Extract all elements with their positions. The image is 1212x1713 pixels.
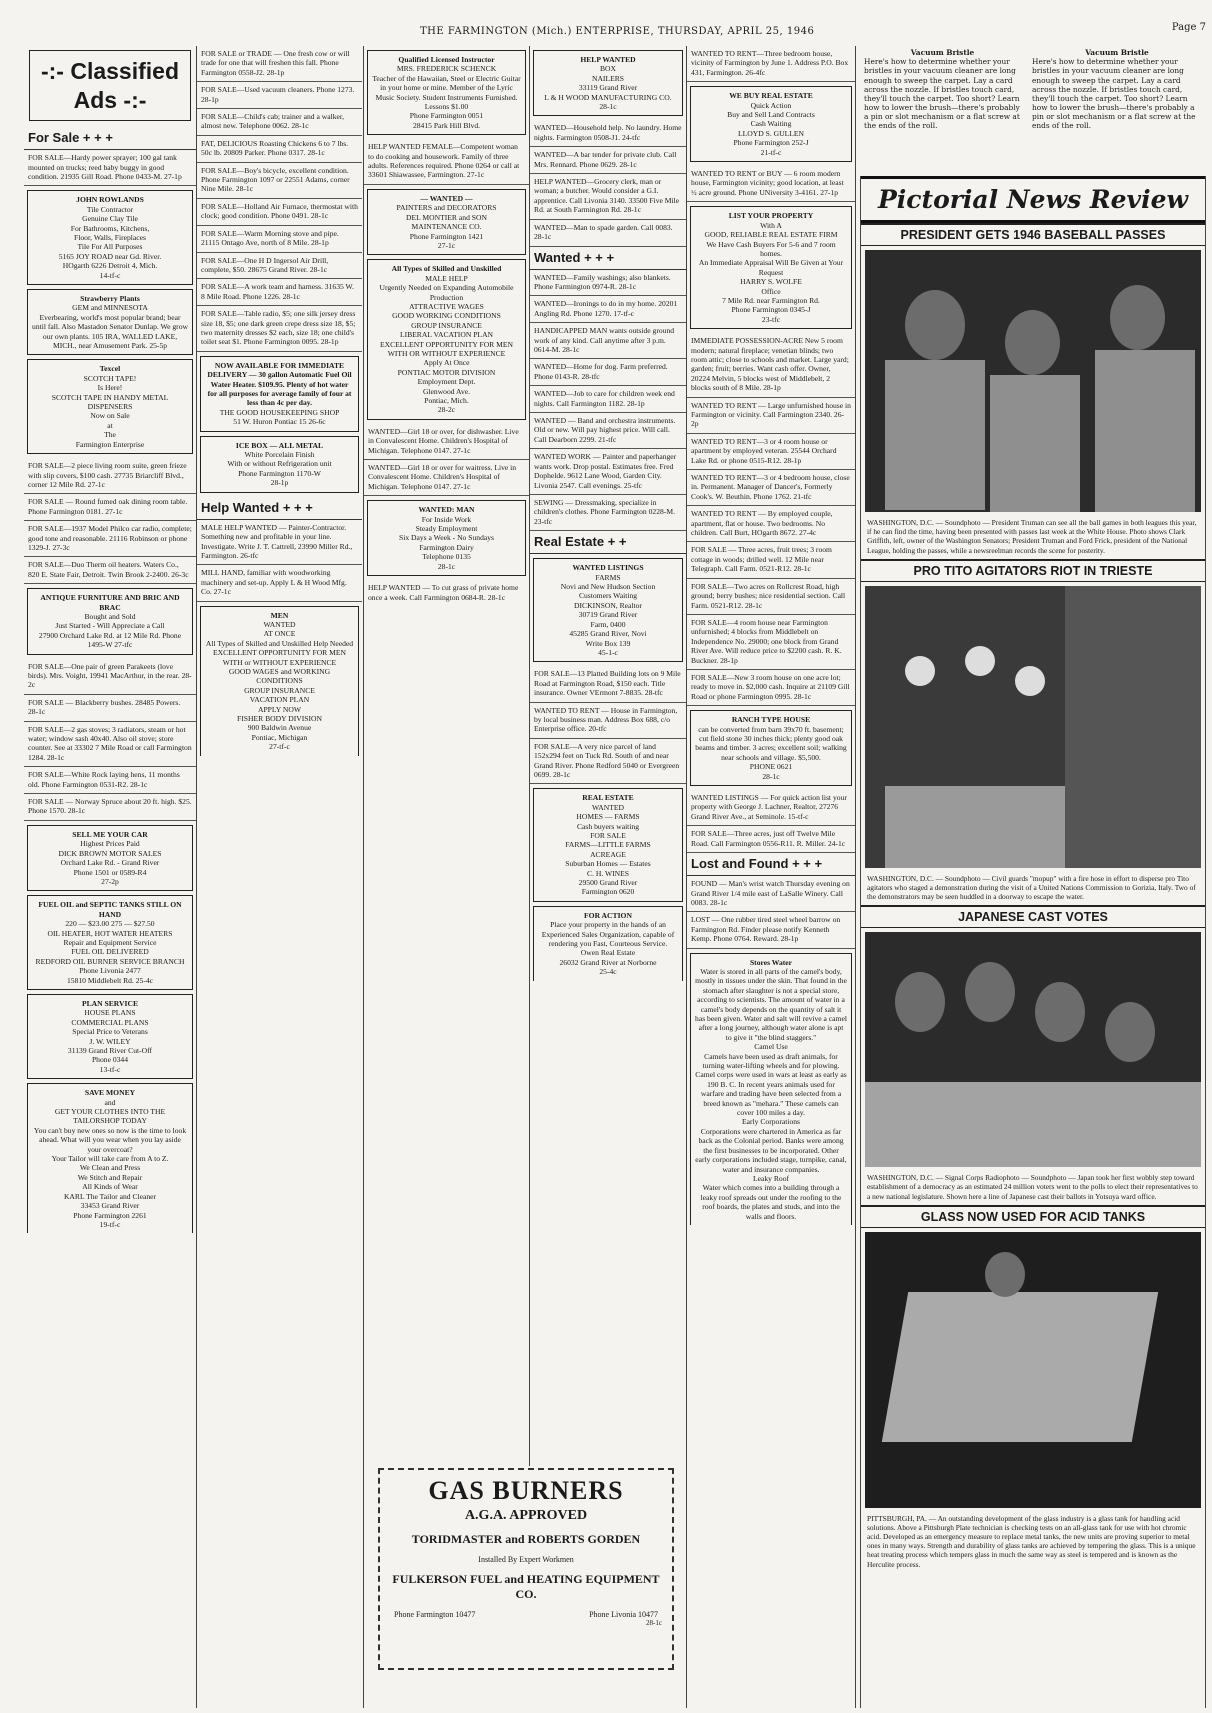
ad-line: PLAN SERVICE bbox=[81, 998, 139, 1008]
ad-line: VACATION PLAN bbox=[249, 695, 310, 705]
display-ad bbox=[367, 259, 526, 420]
display-ad bbox=[533, 558, 683, 662]
ad-line: Everbearing, world's most popular brand; bear until fall. Also Mastadon Senator Dunlap. We grow our own plants. 105 IRA, WALLED LAKE, MICH., near Amusement Park. 25-5p bbox=[32, 312, 188, 351]
display-ad bbox=[200, 436, 359, 493]
ad-line: 30719 Grand River bbox=[578, 610, 638, 620]
ad-line: Farmington Enterprise bbox=[75, 439, 145, 449]
ad-line: ICE BOX — ALL METAL bbox=[235, 440, 324, 450]
ad-line: Farmington Dairy bbox=[419, 542, 474, 552]
ad-line: REDFORD OIL BURNER SERVICE BRANCH bbox=[35, 956, 185, 966]
ad-line: RANCH TYPE HOUSE bbox=[731, 715, 811, 725]
display-ad bbox=[27, 825, 193, 891]
ad-line: HELP WANTED bbox=[580, 55, 636, 64]
classified-ad: FOR SALE — Blackberry bushes. 28485 Powers. 28-1c bbox=[24, 695, 196, 722]
ad-line: and bbox=[104, 1097, 116, 1107]
ad-line: Phone Farmington 1421 bbox=[409, 231, 484, 241]
ad-line: Water which comes into a building through a leaky roof spreads out under the roofing to the roof boards, the plates and studs, and into the walls and floors. bbox=[700, 1183, 842, 1221]
ad-line: Farm, 0400 bbox=[590, 619, 626, 629]
classified-ad: FOR SALE—Hardy power sprayer; 100 gal tank mounted on trucks; reed baby buggy in good condition. 21935 Gill Road. Phone 0433-M. 27-1p bbox=[24, 150, 196, 186]
ad-line: Phone Farmington 0051 bbox=[409, 111, 484, 121]
ad-line: Your Tailor will take care from A to Z. bbox=[51, 1154, 169, 1164]
classified-ad: WANTED TO RENT — By employed couple, apartment, flat or house. Two bedrooms. No children. Call Burt, HOgarth 8672. 27-4c bbox=[687, 506, 855, 542]
gas-phone-2: Phone Livonia 10477 bbox=[589, 1610, 658, 1619]
ad-line: Office bbox=[761, 286, 781, 296]
ad-line: WANTED LISTINGS bbox=[572, 563, 644, 573]
ad-line: We Have Cash Buyers For 5-6 and 7 room homes. bbox=[706, 239, 836, 258]
classified-ad: FOR SALE—New 3 room house on one acre lot; ready to move in. $2,000 cash. Inquire at 21109 Gill Road or phone Farmington 0995. 28-1c bbox=[687, 670, 855, 706]
ad-line: Tile Contractor bbox=[86, 204, 134, 214]
ad-line: Repair and Equipment Service bbox=[63, 937, 157, 947]
gas-phone-1: Phone Farmington 10477 bbox=[394, 1610, 476, 1619]
ad-line: EXCELLENT OPPORTUNITY FOR MEN WITH or WITHOUT EXPERIENCE bbox=[212, 648, 347, 667]
display-ad bbox=[533, 788, 683, 901]
classified-ad: FOR SALE—White Rock laying hens, 11 months old. Phone Farmington 0531-R2. 28-1c bbox=[24, 767, 196, 794]
ad-line: DICKINSON, Realtor bbox=[574, 600, 642, 610]
ad-line: REAL ESTATE bbox=[582, 793, 634, 803]
display-ad bbox=[27, 289, 193, 355]
ad-line: DEL MONTIER and SON bbox=[406, 212, 487, 222]
classified-ad: WANTED TO RENT—Three bedroom house, vicinity of Farmington by June 1. Address P.O. Box 431, Farmington. 26-4fc bbox=[687, 46, 855, 82]
classified-ad: FOR SALE—A work team and harness. 31635 W. 8 Mile Road. Phone 1226. 28-1c bbox=[197, 279, 362, 306]
ad-line: 14-tf-c bbox=[99, 270, 121, 280]
ad-line: 28-1c bbox=[762, 771, 780, 781]
classified-ad: WANTED LISTINGS — For quick action list your property with George J. Lachner, Realtor, 27276 Grand River Ave., at Seminole. 15-tf-c bbox=[687, 790, 855, 826]
ad-line: ATTRACTIVE WAGES bbox=[409, 301, 484, 311]
ad-line: WANTED bbox=[263, 619, 296, 629]
ad-line: GOOD WAGES and WORKING CONDITIONS bbox=[228, 667, 331, 686]
column-5 bbox=[687, 46, 855, 1708]
pnr-headline-3: JAPANESE CAST VOTES bbox=[861, 905, 1205, 928]
ad-line: Buy and Sell Land Contracts bbox=[727, 110, 815, 120]
column-4 bbox=[530, 46, 686, 1466]
ad-line: For Bathrooms, Kitchens, bbox=[70, 223, 150, 233]
ad-line: 29500 Grand River bbox=[578, 878, 638, 888]
classified-ad: WANTED—Home for dog. Farm preferred. Phone 0143-R. 28-tfc bbox=[530, 359, 686, 386]
vacuum-bristle-item-1 bbox=[860, 46, 1025, 133]
vacuum-title: Vacuum Bristle bbox=[910, 48, 975, 57]
ad-line: MEN bbox=[270, 610, 289, 620]
classified-ad: FOR SALE or TRADE — One fresh cow or will trade for one that will freshen this fall. Phone Farmington 0558-J2. 28-1p bbox=[197, 46, 362, 82]
ad-line: Camel Use bbox=[754, 1042, 788, 1052]
ad-line: Quick Action bbox=[750, 100, 792, 110]
display-ad bbox=[690, 710, 852, 786]
ad-line: Stores Water bbox=[749, 957, 793, 967]
ad-line: 19-tf-c bbox=[99, 1219, 121, 1229]
ad-line: MRS. FREDERICK SCHENCK bbox=[396, 64, 497, 74]
display-ad bbox=[27, 190, 193, 285]
classified-ad: FAT, DELICIOUS Roasting Chickens 6 to 7 lbs. 50c lb. 20809 Parker. Phone 0317. 28-1c bbox=[197, 136, 362, 163]
section-heading: Real Estate + + bbox=[530, 531, 686, 554]
classified-ad: FOR SALE — Norway Spruce about 20 ft. high. $25. Phone 1570. 28-1c bbox=[24, 794, 196, 821]
classified-ad: LOST — One rubber tired steel wheel barrow on Farmington Rd. Finder please notify Kenneth Kemp. Phone 0764. Reward. 28-1p bbox=[687, 912, 855, 948]
ad-line: Suburban Homes — Estates bbox=[565, 859, 651, 869]
column-3 bbox=[364, 46, 529, 1466]
ad-line: Qualified Licensed Instructor bbox=[398, 55, 495, 64]
classified-ad: WANTED — Band and orchestra instruments. Old or new. Will pay highest price. Will call. Call Dearborn 2299. 21-tfc bbox=[530, 413, 686, 449]
classified-ad: FOR SALE—2 gas stoves; 3 radiators, steam or hot water; window sash 40x40. Also oil stove; store counter. See at 33302 7 Mile Road or call Farmington 1284. 28-1c bbox=[24, 722, 196, 768]
photo-japanese-voters bbox=[865, 932, 1201, 1167]
ad-line: 45285 Grand River, Novi bbox=[569, 629, 647, 639]
classified-ad: FOR SALE—4 room house near Farmington unfurnished; 4 blocks from Middlebelt on Independence No. 29000; one block from Grand River Ave. Will reduce price to $2200 cash. R. K. Buckner. 28-1p bbox=[687, 615, 855, 670]
ad-line: 45-1-c bbox=[598, 647, 618, 657]
ad-line: An Immediate Appraisal Will Be Given at Your Request bbox=[698, 258, 844, 277]
ad-line: BOX bbox=[599, 64, 617, 74]
classified-ad: FOR SALE—Three acres, just off Twelve Mile Road. Call Farmington 0556-R11. R. Miller. 24-1c bbox=[687, 826, 855, 853]
ad-line: 33119 Grand River bbox=[578, 83, 638, 93]
column-divider bbox=[855, 46, 856, 1708]
ad-line: HOUSE PLANS bbox=[84, 1008, 136, 1018]
ad-line: Pontiac, Mich. bbox=[424, 396, 469, 405]
classified-ad: HELP WANTED FEMALE—Competent woman to do cooking and housework. Family of three adults. References required. Phone 0264 or call at 33601 Shiawassee, Farmington. 27-1c bbox=[364, 139, 529, 185]
ad-line: MALE HELP bbox=[425, 273, 468, 283]
classified-ad: FOR SALE—Warm Morning stove and pipe. 21115 Ontago Ave, north of 8 Mile. 28-1p bbox=[197, 226, 362, 253]
classified-ad: HELP WANTED — To cut grass of private home once a week. Call Farmington 0684-R. 28-1c bbox=[368, 583, 519, 602]
ad-line: GET YOUR CLOTHES INTO THE TAILORSHOP TODAY bbox=[54, 1107, 166, 1126]
ad-line: All Kinds of Wear bbox=[82, 1182, 138, 1192]
classified-ad: FOR SALE—One pair of green Parakeets (love birds). Mrs. Voight, 19941 MacArthur, in the rear. 28-2c bbox=[24, 659, 196, 695]
ad-line: 23-tfc bbox=[761, 314, 781, 324]
pnr-caption-3: WASHINGTON, D.C. — Signal Corps Radiophoto — Soundphoto — Japan took her first wobbly step toward establishment of a democracy as an estimated 24 million voters went to the polls to elect their representatives to a new national legislature. Shown here a line of Japanese cast their ballots in Yotsuya ward office. bbox=[867, 1173, 1198, 1201]
display-ad bbox=[690, 86, 852, 162]
vacuum-text: Here's how to determine whether your bristles in your vacuum cleaner are long enough to sweep the carpet. Lay a card across the nozzle. If bristles touch card, they'll touch the carpet. Too short? Learn how to lower the brush—there's probably a pin or slot mechanism or a flat screw at the ends of the roll. bbox=[1032, 57, 1196, 131]
ad-line: Owen Real Estate bbox=[580, 948, 636, 958]
display-ad bbox=[27, 1083, 193, 1233]
ad-line: LLOYD S. GULLEN bbox=[737, 128, 804, 138]
classified-ad: WANTED—Girl 18 or over for waitress. Live in Convalescent Home. Children's Hospital of Michigan. Telephone 0147. 27-1c bbox=[364, 460, 529, 496]
ad-line: Write Box 139 bbox=[585, 638, 631, 648]
ad-line: HOMES — FARMS bbox=[576, 812, 640, 822]
display-ad bbox=[690, 953, 852, 1225]
ad-line: 15810 Middlebelt Rd. 25-4c bbox=[66, 975, 154, 985]
ad-line: PHONE 0621 bbox=[749, 762, 793, 772]
ad-line: GOOD, RELIABLE REAL ESTATE FIRM bbox=[704, 230, 838, 240]
ad-line: WANTED bbox=[591, 802, 625, 812]
ad-line: Just Started - Will Appreciate a Call bbox=[55, 621, 165, 631]
ad-line: 28415 Park Hill Blvd. bbox=[412, 120, 481, 130]
ad-line: MAINTENANCE CO. bbox=[411, 222, 482, 232]
ad-line: Phone Farmington 252-J bbox=[733, 138, 809, 148]
ad-line: The bbox=[104, 430, 116, 440]
ad-line: Phone 1501 or 0589-R4 bbox=[73, 867, 147, 877]
ad-line: Is Here! bbox=[97, 383, 123, 393]
display-ad bbox=[367, 500, 526, 576]
ad-line: 21-tf-c bbox=[760, 147, 782, 157]
ad-line: JOHN ROWLANDS bbox=[76, 195, 144, 205]
ad-line: Customers Waiting bbox=[578, 591, 638, 601]
ad-line: J. W. WILEY bbox=[89, 1036, 131, 1046]
section-heading: Lost and Found + + + bbox=[687, 853, 855, 876]
ad-line: HARRY S. WOLFE bbox=[740, 277, 802, 287]
ad-line: WANTED: MAN bbox=[418, 505, 475, 515]
classified-ad: WANTED—Man to spade garden. Call 0083. 28-1c bbox=[530, 220, 686, 247]
ad-line: Farmington 0620 bbox=[581, 887, 635, 897]
section-heading: Help Wanted + + + bbox=[197, 497, 362, 520]
classified-ad: MILL HAND, familiar with woodworking machinery and set-up. Apply L & H Wood Mfg. Co. 27-1c bbox=[197, 565, 362, 601]
ad-line: All Types of Skilled and Unskilled bbox=[391, 264, 502, 274]
ad-line: LIST YOUR PROPERTY bbox=[728, 211, 814, 221]
ad-line: 27-1c bbox=[437, 240, 456, 250]
ad-line: White Porcelain Finish bbox=[244, 450, 315, 459]
classified-ad: MALE HELP WANTED — Painter-Contractor. Something new and profitable in your line. Investigate. Write J. T. Cattrell, 23990 Miller Rd., Farmington. 26-tfc bbox=[197, 520, 362, 566]
ad-line: EXCELLENT OPPORTUNITY FOR MEN WITH OR WITHOUT EXPERIENCE bbox=[379, 339, 514, 358]
vacuum-title: Vacuum Bristle bbox=[1085, 48, 1149, 57]
ad-line: FUEL OIL and SEPTIC TANKS STILL ON HAND bbox=[38, 900, 182, 919]
classified-ad: FOR SALE — Round fumed oak dining room table. Phone Farmington 0181. 27-1c bbox=[24, 494, 196, 521]
classified-ad: WANTED—Ironings to do in my home. 20201 Angling Rd. Phone 1270. 17-tf-c bbox=[530, 296, 686, 323]
ad-line: Telephone 0135 bbox=[422, 552, 471, 562]
display-ad bbox=[200, 606, 359, 756]
ad-line: LIBERAL VACATION PLAN bbox=[399, 330, 494, 340]
ad-line: WE BUY REAL ESTATE bbox=[729, 91, 813, 101]
ad-line: Orchard Lake Rd. - Grand River bbox=[60, 858, 160, 868]
ad-line: For Inside Work bbox=[421, 514, 472, 524]
classified-ad: FOR SALE—Table radio, $5; one silk jersey dress size 18, $5; one dark green crepe dress size 18, $5; two maternity dresses $2 each, size 18; one child's toilet seat $1. Phone Farmington 0095. 28-1p bbox=[197, 306, 362, 352]
display-ad bbox=[27, 994, 193, 1079]
ad-line: 33453 Grand River bbox=[80, 1201, 140, 1211]
ad-line: Floor, Walls, Fireplaces bbox=[74, 232, 146, 242]
classified-ad: FOUND — Man's wrist watch Thursday evening on Grand River 1/4 mile east of LaSalle Winery. Call 0083. 28-1c bbox=[687, 876, 855, 912]
ad-line: With A bbox=[760, 220, 782, 230]
ad-line: L & H WOOD MANUFACTURING CO. bbox=[544, 92, 672, 102]
ad-line: COMMERCIAL PLANS bbox=[71, 1017, 149, 1027]
pnr-caption-4: PITTSBURGH, PA. — An outstanding development of the glass industry is a glass tank for handling acid solutions. Above a Pittsburgh Plate technician is checking tests on an all-glass tank for use with hot chromic acid. Developed as an emergency measure to replace metal tanks, the new units are proving superior to metal ones in many ways. Strength and durability of glass tanks are achieved by tempering the glass. This is a unique heat treating process which tempers glass in much the same way as steel is tempered and is known as the Herculite process. bbox=[867, 1513, 1196, 1569]
gas-code: 28-1c bbox=[646, 1619, 662, 1627]
vacuum-bristle-item-2 bbox=[1028, 46, 1206, 133]
ad-line: KARL The Tailor and Cleaner bbox=[63, 1191, 157, 1201]
ad-line: 25-4c bbox=[599, 967, 617, 977]
ad-line: Phone Farmington 2261 bbox=[73, 1210, 147, 1220]
ad-line: Employment Dept. bbox=[417, 377, 476, 387]
ad-line: Camels have been used as draft animals, for turning water-lifting wheels and for plowing. Camel corps were used in wars at least as early as 190 B. C. In recent years animals used for warfare and trading have been selected from a breed known as "mehara." These camels can cover 100 miles a day. bbox=[695, 1051, 847, 1118]
classified-ad: FOR SALE—A very nice parcel of land 152x294 feet on Tuck Rd. South of and near Grand River. Phone Redford 5040 or Evergreen 0699. 28-1c bbox=[530, 739, 686, 785]
ad-line: Corporations were chartered in America as far back as the Colonial period. Banks were among the first businesses to be incorporated. Other early corporations included stage, turnpike, canal, water and insurance companies. bbox=[695, 1126, 847, 1174]
classified-ad: FOR SALE—2 piece living room suite, green frieze with slip covers, $100 cash. 27735 Briarcliff Blvd., corner 12 Mile Rd. 27-1c bbox=[24, 458, 196, 494]
ad-line: 28-1p bbox=[270, 478, 289, 488]
classified-ad: FOR SALE — Three acres, fruit trees; 3 room cottage in woods; drilled well. 12 Mile near Telegraph. Call Farm. 0521-R12. 28-1c bbox=[687, 542, 855, 578]
classified-ad: WANTED—Job to care for children week end nights. Call Farmington 1182. 28-1p bbox=[530, 386, 686, 413]
ad-line: Cash Waiting bbox=[750, 119, 792, 129]
ad-line: Special Price to Veterans bbox=[72, 1027, 148, 1037]
ad-line: Leaky Roof bbox=[752, 1173, 790, 1183]
pnr-caption-2: WASHINGTON, D.C. — Soundphoto — Civil guards "mopup" with a fire hose in effort to disperse pro Tito agitators who staged a demonstration during the visit of a United Nations Commission to Gorizia, Italy. Two of the demonstrators may be seen huddled in a doorway to escape the water. bbox=[867, 873, 1196, 902]
column-1 bbox=[24, 46, 196, 1708]
page-header bbox=[0, 8, 1212, 38]
classified-ad: SEWING — Dressmaking, specialize in children's clothes. Phone Farmington 0228-M. 23-tfc bbox=[530, 495, 686, 531]
ad-line: 28-2c bbox=[437, 405, 456, 415]
section-heading: Wanted + + + bbox=[530, 247, 686, 270]
ad-line: ANTIQUE FURNITURE AND BRIC AND BRAC bbox=[40, 593, 180, 612]
ad-line: GROUP INSURANCE bbox=[411, 320, 482, 330]
display-ad bbox=[367, 50, 526, 135]
ad-line: 31139 Grand River Cut-Off bbox=[67, 1046, 153, 1056]
ad-line: You can't buy new ones so now is the time to look ahead. What will you wear when you lay aside your overcoat? bbox=[33, 1125, 187, 1154]
classified-ad: WANTED WORK — Painter and paperhanger wants work. Drop postal. Estimates free. Fred Dophelde. 9612 Lane Wood, Garden City. Livonia 2547. Call evenings. 25-tfc bbox=[530, 449, 686, 495]
classified-ad: FOR SALE—Holland Air Furnace, thermostat with clock; good condition. Phone 0491. 28-1c bbox=[197, 199, 362, 226]
gas-install: Installed By Expert Workmen bbox=[478, 1555, 574, 1564]
classified-ad: HANDICAPPED MAN wants outside ground work of any kind. Call anytime after 3 p.m. 0614-M. 28-1c bbox=[530, 323, 686, 359]
ad-line: Six Days a Week - No Sundays bbox=[398, 533, 494, 543]
pnr-caption-1: WASHINGTON, D.C. — Soundphoto — President Truman can see all the ball games in both leagues this year, if he can find the time, having been presented with passes last week at the White House. Photo shows Clark Griffith, left, owner of the Washington Senators; President Truman and Ford Frick, president of the National League, holding the passes, while a newsreelman records the scene for posterity. bbox=[867, 518, 1197, 555]
ad-line: 27-tf-c bbox=[269, 742, 290, 752]
classified-ad: IMMEDIATE POSSESSION-ACRE New 5 room modern; natural fireplace; venetian blinds; two room attic; close to schools and market. Large yard; garden; fruit; berries. Want cash offer. Owner, 20224 Melvin, 5 blocks west of Middlebelt, 2 blocks south of 8 Mile. 28-1p bbox=[687, 333, 855, 397]
ad-line: Cash buyers waiting bbox=[576, 821, 639, 831]
ad-line: HOgarth 6226 Detroit 4, Mich. bbox=[62, 261, 158, 271]
pnr-headline-1: PRESIDENT GETS 1946 BASEBALL PASSES bbox=[861, 223, 1205, 246]
ad-line: Highest Prices Paid bbox=[80, 839, 140, 849]
ad-line: FARMS—LITTLE FARMS bbox=[565, 840, 651, 850]
ad-line: can be converted from barn 39x70 ft. basement; cut field stone 30 inches thick; plenty good oak beams and timber. 3 acres; excellent soil; walking near schools and village. $5,500. bbox=[695, 724, 847, 762]
classified-ad: WANTED TO RENT or BUY — 6 room modern house, Farmington vicinity; good location, at least ½ acre ground. Phone UNiversity 3-4161. 27-1p bbox=[687, 166, 855, 202]
gas-brands: TORIDMASTER and ROBERTS GORDEN bbox=[411, 1532, 641, 1546]
classified-ad: FOR SALE—Two acres on Rollcrest Road, high ground; berry bushes; nice residential section. Call Farm. 0521-R12. 28-1c bbox=[687, 579, 855, 615]
classified-ad: WANTED TO RENT — House in Farmington, by local business man. Address Box 688, c/o Enterprise office. 20-tfc bbox=[530, 703, 686, 739]
pnr-headline-2: PRO TITO AGITATORS RIOT IN TRIESTE bbox=[861, 559, 1205, 582]
ad-line: We Stitch and Repair bbox=[77, 1172, 143, 1182]
ad-line: Genuine Clay Tile bbox=[82, 214, 138, 224]
ad-line: Bought and Sold bbox=[84, 611, 136, 621]
ad-line: NOW AVAILABLE FOR IMMEDIATE DELIVERY — 30 gallon Automatic Fuel Oil Water Heater. $109.95. Plenty of hot water for all purposes for average family of four at less than 4c per day. bbox=[207, 360, 352, 408]
ad-line: Early Corporations bbox=[742, 1117, 800, 1127]
pnr-title: Pictorial News Review bbox=[861, 176, 1205, 223]
ad-line: THE GOOD HOUSEKEEPING SHOP bbox=[219, 407, 340, 417]
pnr-headline-4: GLASS NOW USED FOR ACID TANKS bbox=[861, 1205, 1205, 1228]
ad-line: — WANTED — bbox=[420, 193, 473, 203]
masthead: THE FARMINGTON (Mich.) ENTERPRISE, THURSDAY, APRIL 25, 1946 bbox=[420, 26, 815, 37]
ad-line: Phone Livonia 2477 bbox=[79, 966, 141, 976]
classified-ad: FOR SALE—One H D Ingersol Air Drill, complete, $50. 28675 Grand River. 28-1c bbox=[197, 253, 362, 280]
classified-ad: HELP WANTED—Grocery clerk, man or woman; a butcher. Would consider a G.I. apprentice. Call Livonia 3140. 33500 Five Mile Rd. at South Farmington Rd. 28-1c bbox=[530, 174, 686, 220]
gas-approved: A.G.A. APPROVED bbox=[464, 1508, 588, 1523]
ad-line: 7 Mile Rd. near Farmington Rd. bbox=[722, 295, 820, 305]
display-ad bbox=[27, 588, 193, 654]
classified-ad: WANTED—A bar tender for private club. Call Mrs. Rennard. Phone 0629. 28-1c bbox=[530, 147, 686, 174]
gas-title: GAS BURNERS bbox=[428, 1476, 624, 1505]
classified-ad: WANTED—Girl 18 or over, for dishwasher. Live in Convalescent Home. Children's Hospital of Michigan. Telephone 0147. 27-1c bbox=[364, 424, 529, 460]
ad-line: Phone 0344 bbox=[91, 1055, 129, 1065]
ad-line: NAILERS bbox=[591, 73, 625, 83]
classified-ad: FOR SALE—1937 Model Philco car radio, complete; good tone and reasonable. 21116 Robinson or phone 1329-J. 27-3c bbox=[24, 521, 196, 557]
ad-line: FOR ACTION bbox=[584, 910, 632, 920]
classified-ad: FOR SALE—Child's cab; trainer and a walker, almost new. Telephone 0062. 28-1c bbox=[197, 109, 362, 136]
classified-ad: FOR SALE—Used vacuum cleaners. Phone 1273. 28-1p bbox=[197, 82, 362, 109]
ad-line: PONTIAC MOTOR DIVISION bbox=[397, 367, 496, 377]
ad-line: 51 W. Huron Pontiac 15 26-6c bbox=[233, 417, 326, 427]
classified-ad: FOR SALE—Duo Therm oil heaters. Waters Co., 820 E. State Fair, Detroit. Twin Brook 2-2400. 26-3c bbox=[24, 557, 196, 584]
photo-trieste-riot bbox=[865, 586, 1201, 868]
ad-line: FUEL OIL DELIVERED bbox=[71, 947, 149, 957]
classified-ad: FOR SALE—13 Platted Building lots on 9 Mile Road at Farmington Road, $150 each. Title insurance. Owner VErmont 7-8835. 28-tfc bbox=[530, 666, 686, 702]
section-heading: For Sale + + + bbox=[24, 127, 196, 150]
photo-truman-baseball bbox=[865, 250, 1201, 512]
ad-line: 27-2p bbox=[101, 876, 119, 886]
photo-glass-tank bbox=[865, 1232, 1201, 1508]
ad-line: PAINTERS and DECORATORS bbox=[396, 203, 497, 213]
ad-line: 26032 Grand River at Norborne bbox=[559, 957, 657, 967]
ad-line: ACREAGE bbox=[590, 849, 626, 859]
ad-line: OIL HEATER, HOT WATER HEATERS bbox=[47, 928, 173, 938]
display-ad bbox=[533, 906, 683, 981]
page-number: Page 7 bbox=[1171, 22, 1206, 33]
display-ad bbox=[27, 895, 193, 990]
ad-line: Now on Sale bbox=[90, 411, 130, 421]
ad-line: APPLY NOW bbox=[257, 704, 302, 714]
ad-line: GOOD WORKING CONDITIONS bbox=[392, 311, 501, 321]
ad-line: Phone Farmington 0345-J bbox=[731, 305, 811, 315]
ad-line: FISHER BODY DIVISION bbox=[237, 714, 322, 724]
ad-line: 5165 JOY ROAD near Gd. River. bbox=[58, 251, 162, 261]
classified-ad: WANTED TO RENT — Large unfurnished house in Farmington or vicinity. Call Farmington 2340. 26-2p bbox=[687, 398, 855, 434]
ad-line: FARMS bbox=[595, 572, 621, 582]
ad-line: Texcel bbox=[99, 364, 121, 374]
ad-line: Pontiac, Michigan bbox=[251, 732, 308, 742]
display-ad bbox=[690, 206, 852, 329]
classified-ads-heading: -:- Classified Ads -:- bbox=[29, 50, 191, 121]
ad-line: 28-1c bbox=[599, 102, 617, 112]
ad-line: C. H. WINES bbox=[586, 868, 630, 878]
column-2 bbox=[197, 46, 362, 1708]
ad-line: Apply At Once bbox=[423, 358, 470, 368]
display-ad bbox=[27, 359, 193, 454]
ad-line: 27900 Orchard Lake Rd. at 12 Mile Rd. Phone 1495-W 27-tfc bbox=[38, 630, 182, 650]
ad-line: SAVE MONEY bbox=[84, 1088, 136, 1098]
ad-line: GEM and MINNESOTA bbox=[72, 303, 148, 313]
classified-ad: WANTED—Household help. No laundry. Home nights. Farmington 0508-J1. 24-tfc bbox=[530, 120, 686, 147]
gas-burners-ad bbox=[378, 1468, 674, 1670]
ad-line: Glenwood Ave. bbox=[422, 386, 471, 396]
ad-line: All Types of Skilled and Unskilled Help Needed bbox=[205, 638, 354, 648]
ad-line: Tile For All Purposes bbox=[77, 242, 143, 252]
display-ad bbox=[367, 189, 526, 255]
ad-line: Place your property in the hands of an Experienced Sales Organization, capable of rendering you Fast, Courteous Service. bbox=[541, 920, 675, 949]
ad-line: GROUP INSURANCE bbox=[244, 685, 315, 695]
classified-ad: WANTED—Family washings; also blankets. Phone Farmington 0974-R. 28-1c bbox=[530, 270, 686, 297]
ad-line: Water is stored in all parts of the camel's body, mostly in tissues under the skin. That found in the stomach after slaughter is not a special store, according to scientists. The amount of water in a camel's body depends on the quantity of salt it has been given. Water and salt will revive a camel after a long journey, although water alone is apt to give it "the blind staggers." bbox=[695, 966, 847, 1042]
ad-line: Strawberry Plants bbox=[80, 294, 140, 304]
classified-ad: WANTED TO RENT—3 or 4 room house or apartment by employed veteran. 25544 Orchard Lake Rd. or phone 0515-R12. 28-1p bbox=[687, 434, 855, 470]
ad-line: FOR SALE bbox=[590, 831, 626, 840]
ad-line: 900 Baldwin Avenue bbox=[247, 723, 312, 733]
ad-line: 220 — $23.00 275 — $27.50 bbox=[65, 919, 155, 929]
ad-line: With or without Refrigeration unit bbox=[227, 459, 332, 469]
ad-line: 13-tf-c bbox=[99, 1064, 121, 1074]
classified-ad: FOR SALE—Boy's bicycle, excellent condition. Phone Farmington 1097 or 22551 Adams, corner Nine Mile. 28-1c bbox=[197, 163, 362, 199]
ad-line: Steady Employment bbox=[415, 524, 478, 534]
ad-line: We Clean and Press bbox=[79, 1163, 141, 1173]
ad-line: 28-1c bbox=[437, 561, 456, 571]
ad-line: AT ONCE bbox=[263, 629, 296, 639]
display-ad bbox=[533, 50, 683, 116]
classified-ad: WANTED TO RENT—3 or 4 bedroom house, close in. Permanent. Manager of Dancer's, Formerly Cook's. W. Beuthin. Phone 1762. 21-tfc bbox=[687, 470, 855, 506]
ad-line: Urgently Needed on Expanding Automobile Production bbox=[379, 283, 514, 302]
ad-line: SELL ME YOUR CAR bbox=[72, 829, 148, 839]
ad-line: DICK BROWN MOTOR SALES bbox=[58, 848, 162, 858]
vacuum-text: Here's how to determine whether your bristles in your vacuum cleaner are long enough to sweep the carpet. Lay a card across the nozzle. If bristles touch card, they'll touch the carpet. Too short? Learn how to lower the brush—there's probably a pin or slot mechanism or a flat screw at the ends of the roll. bbox=[864, 57, 1020, 131]
pictorial-news-review bbox=[860, 176, 1206, 1708]
display-ad bbox=[200, 356, 359, 432]
ad-line: SCOTCH TAPE! bbox=[83, 373, 137, 383]
ad-line: Teacher of the Hawaiian, Steel or Electric Guitar in your home or mine. Member of the Lyric Music Society. Student Instruments Furnished. Lessons $1.00 bbox=[372, 73, 521, 112]
gas-company: FULKERSON FUEL and HEATING EQUIPMENT CO. bbox=[392, 1572, 660, 1601]
ad-line: Novi and New Hudson Section bbox=[560, 582, 656, 592]
ad-line: Phone Farmington 1170-W bbox=[238, 468, 321, 478]
ad-line: SCOTCH TAPE IN HANDY METAL DISPENSERS bbox=[51, 392, 169, 412]
ad-line: at bbox=[107, 420, 113, 430]
